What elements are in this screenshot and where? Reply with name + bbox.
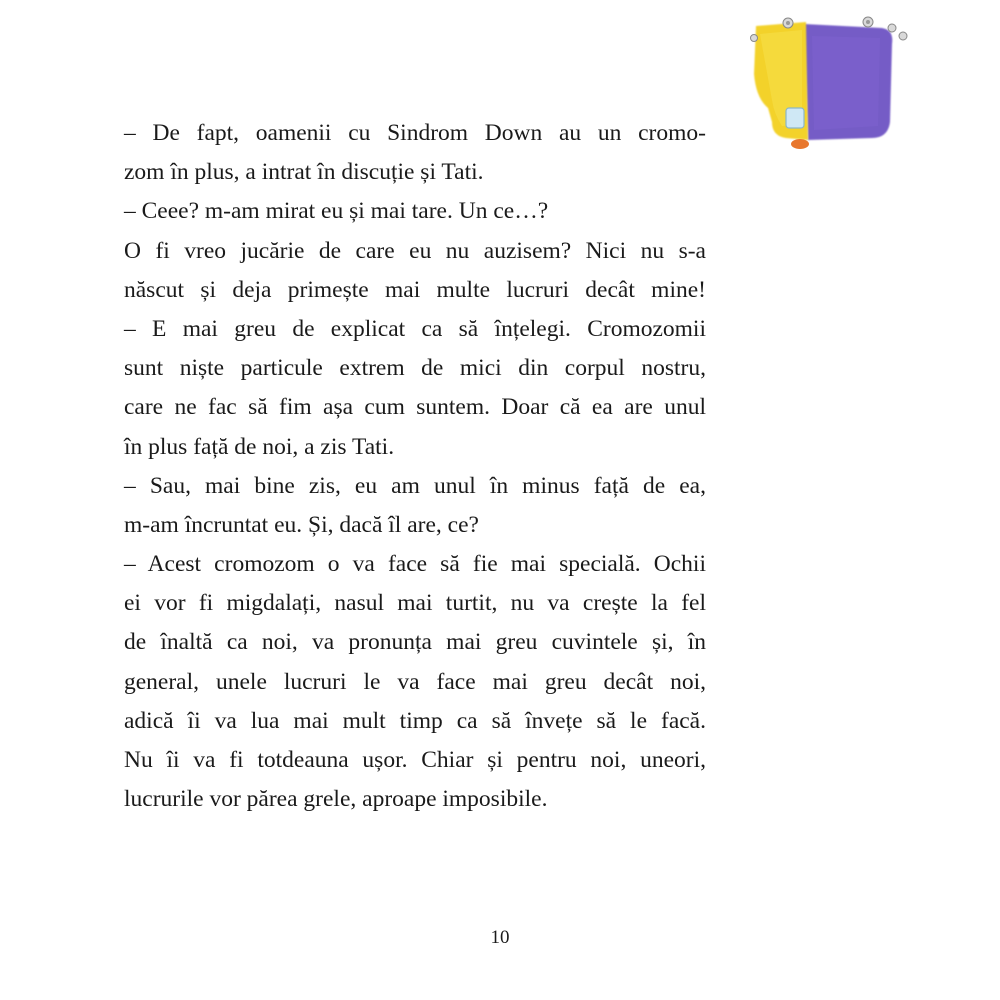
text-line: lucrurile vor părea grele, aproape imposibile. xyxy=(124,786,548,813)
text-line: născut și deja primește mai multe lucruri decât mine! xyxy=(124,276,706,303)
text-line: – De fapt, oamenii cu Sindrom Down au un cromo- xyxy=(124,120,706,146)
page-number: 10 xyxy=(490,927,510,948)
text-line: – Acest cromozom o va face să fie mai specială. Ochii xyxy=(124,551,706,578)
text-line: – Ceee? m-am mirat eu și mai tare. Un ce…? xyxy=(124,198,549,225)
cartoon-figure-illustration xyxy=(742,14,910,154)
text-line: O fi vreo jucărie de care eu nu auzisem? Nici nu s-a xyxy=(124,237,706,264)
story-text xyxy=(124,114,706,819)
text-line: – Sau, mai bine zis, eu am unul în minus față de ea, xyxy=(124,472,706,499)
text-line: în plus față de noi, a zis Tati. xyxy=(124,433,395,460)
text-line: zom în plus, a intrat în discuție și Tati. xyxy=(124,159,484,186)
text-line: care ne fac să fim așa cum suntem. Doar că ea are unul xyxy=(124,394,706,421)
text-line: ei vor fi migdalați, nasul mai turtit, nu va crește la fel xyxy=(124,590,706,617)
text-line: adică îi va lua mai mult timp ca să învețe să le facă. xyxy=(124,707,706,734)
text-line: – E mai greu de explicat ca să înțelegi. Cromozomii xyxy=(124,315,706,342)
text-line: sunt niște particule extrem de mici din corpul nostru, xyxy=(124,355,706,382)
text-line: general, unele lucruri le va face mai greu decât noi, xyxy=(124,668,706,695)
text-line: Nu îi va fi totdeauna ușor. Chiar și pentru noi, uneori, xyxy=(124,747,706,773)
text-line: m-am încruntat eu. Și, dacă îl are, ce? xyxy=(124,511,479,538)
text-line: de înaltă ca noi, va pronunța mai greu cuvintele și, în xyxy=(124,629,706,656)
